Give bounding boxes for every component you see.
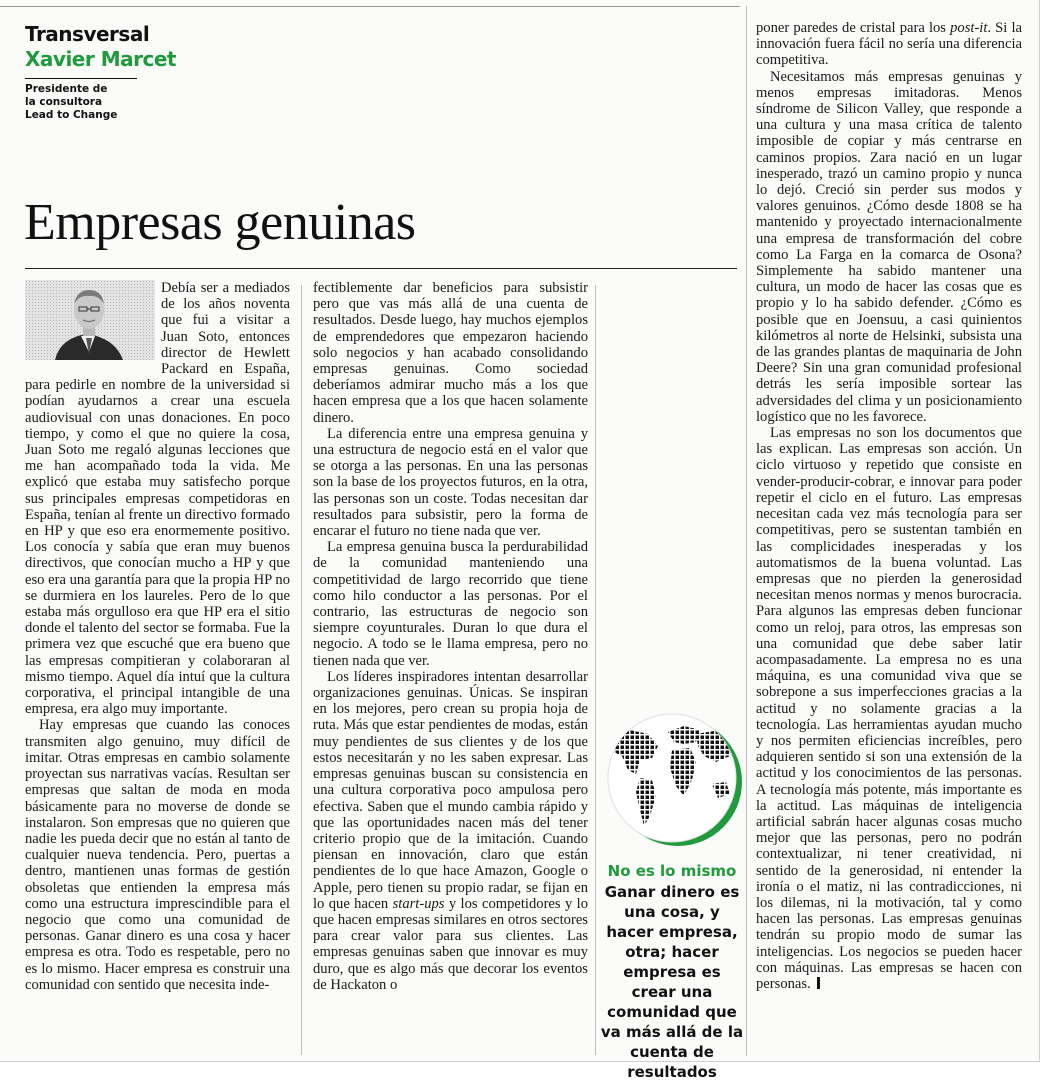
- article-paragraph: [756, 20, 1022, 69]
- author-rule: [25, 78, 137, 79]
- end-of-article-mark: [817, 977, 820, 989]
- author-role: [25, 83, 155, 122]
- article-italic-text: post-it: [950, 20, 988, 36]
- pullquote-box: [600, 700, 744, 1081]
- world-map-icon: [600, 700, 744, 860]
- article-italic-text: start-ups: [392, 895, 445, 912]
- article-paragraph: Hay empresas que cuando las conoces transmiten algo genuino, muy difícil de imitar. Otras empresas en cambio solamente proyectan sus narrativas vacías. Resultan ser empresas que saltan de moda en moda básicamente para no moverse de donde se instalaron. Son empresas que no quieren que nadie les pueda decir que no están al tanto de cualquier nueva tendencia. Pero, puertas a dentro, mantienen unas formas de gestión obsoletas que entienden la empresa más como una estructura imprescindible para el negocio que como una comunidad de personas. Ganar dinero es una cosa y hacer empresa es otra. Todo es respetable, pero no es lo mismo. Hacer empresa es construir una comunidad con sentido que necesita inde-: [25, 717, 290, 993]
- article-paragraph: [756, 425, 1022, 992]
- article-paragraph: La empresa genuina busca la perdurabilidad de la comunidad manteniendo una competitividad de largo recorrido que tiene como hilo conductor a las personas. Por el contrario, las estructuras de negocio son siempre coyunturales. Duran lo que dura el negocio. A todo se le llama empresa, pero no tienen nada que ver.: [313, 539, 588, 669]
- top-rule: [0, 6, 740, 7]
- section-name: Transversal: [25, 22, 150, 46]
- author-photo: [25, 280, 155, 360]
- article-paragraph: Debía ser a mediados de los años noventa que fui a visitar a Juan Soto, entonces director de Hewlett Packard en España, para pedirle en nombre de la universidad si podían ayudarnos a crear una escuela audiovisual con unas donaciones. En poco tiempo, y como el que no quiere la cosa, Juan Soto me regaló algunas lecciones que me han acompañado toda la vida. Me explicó que estaba muy satisfecho porque sus principales empresas competidoras en España, tenían al frente un directivo formado en HP y que eso era enormemente positivo. Los conocía y sabía que eran muy buenos directivos, que conocían mucho a HP y que eso era una garantía para que la propia HP no se durmiera en los laureles. Pero de lo que estaba más orgulloso era que HP era el sitio donde el talento del sector se formaba. Fue la primera vez que escuché que era bueno que las empresas compitieran y colaboraran al mismo tiempo. Aquel día intuí que la cultura corporativa, el principal intangible de una empresa, era algo muy importante.: [25, 280, 290, 718]
- article-column-1: [25, 280, 290, 1060]
- article-paragraph: La diferencia entre una empresa genuina y una estructura de negocio está en el valor que se otorga a las personas. En una las personas son la base de los proyectos futuros, en la otra, las personas son un coste. Todas necesitan dar resultados para subsistir, pero la forma de encarar el futuro no tiene nada que ver.: [313, 425, 588, 540]
- article-text: . Si la innovación fuera fácil no sería una diferencia competitiva.: [756, 20, 1022, 69]
- article-text: Las empresas no son los documentos que las explican. Las empresas son acción. Un ciclo virtuoso y repetido que consiste en vender-producir-cobrar, e innovar para poder repetir el ciclo en el futuro. Las empresas necesitan cada vez más tecnología para ser competitivas, pero se sustentan también en las complicidades inesperadas y los automatismos de la buena voluntad. Las empresas que no pierden la generosidad necesitan menos normas y menos burocracia. Para algunos las empresas deben funcionar como un reloj, para otros, las empresas son una comunidad que debe saber latir acompasadamente. La empresa no es una máquina, es una comunidad viva que se sobrepone a sus imperfecciones gracias a la actitud y no solamente gracias a la tecnología. Las herramientas ayudan mucho y nos permiten eficiencias increíbles, pero adquieren sentido si son una extensión de la actitud y los conocimientos de las personas. A tecnología más potente, más importante es la actitud. Las máquinas de inteligencia artificial sabrán hacer algunas cosas mucho mejor que las personas, pero no podrán contextualizar, ni tener creatividad, ni sentido de la generosidad, ni entender la ironía o el matiz, ni las contradicciones, ni los dilemas, ni la motivación, tal y como hacen las personas. Las empresas genuinas tendrán su propio modo de sumar las inteligencias. Los negocios se pueden hacer con máquinas. Las empresas se hacen con personas.: [756, 425, 1022, 992]
- article-paragraph: [313, 669, 588, 993]
- article-paragraph: Necesitamos más empresas genuinas y menos empresas imitadoras. Menos síndrome de Silicon Valley, que responde a una cultura y una masa crítica de talento imposible de copiar y más centrarse en caminos propios. Zara nació en un lugar inesperado, trazó un camino propio y nunca lo dejó. Creció sin perder sus modos y valores genuinos. ¿Cómo desde 1808 se ha mantenido y proyectado internacionalmente una empresa de transformación del cobre como La Farga en la comarca de Osona? Simplemente ha sabido mantener una cultura, un modo de hacer las cosas que es propio y lo ha sabido defender. ¿Cómo es posible que en Joensuu, a casi quinientos kilómetros al norte de Helsinki, subsista una de las grandes plantas de maquinaria de John Deere? Sin una gran comunidad profesional detrás les sería imposible sortear las adversidades del clima y un posicionamiento logístico que no les favorece.: [756, 68, 1022, 425]
- author-portrait-icon: [25, 280, 155, 360]
- author-name: Xavier Marcet: [25, 47, 176, 71]
- headline-rule: [25, 268, 737, 269]
- article-column-2: [313, 280, 588, 1060]
- pullquote-heading: No es lo mismo: [607, 862, 737, 880]
- article-text: Los líderes inspiradores intentan desarrollar organizaciones genuinas. Únicas. Se inspiran en los mejores, pero crean su propia hoja de ruta. Más que estar pendientes de modas, están muy pendientes de sus clientes y de los que estos necesitarán y no les saben expresar. Las empresas genuinas buscan su consistencia en una cultura corporativa poco ampulosa pero efectiva. Saben que el mundo cambia rápido y que las oportunidades nacen más del tener criterio propio que de la imitación. Cuando piensan en innovación, claro que están pendientes de lo que hace Amazon, Google o Apple, pero tienen su propio radar, se fijan en lo que hacen: [313, 668, 588, 912]
- article-text: y los competidores y lo que hacen empresas similares en otros sectores para crear valor para sus clientes. Las empresas genuinas saben que innovar es muy duro, que es algo más que decorar los eventos de Hackaton o: [313, 895, 588, 993]
- pullquote-text: Ganar dinero es una cosa, y hacer empresa, otra; hacer empresa es crear una comunidad que va más allá de la cuenta de resultados: [600, 883, 744, 1081]
- author-role-line: Presidente de: [25, 83, 108, 95]
- article-paragraph: fectiblemente dar beneficios para subsistir pero que vas más allá de una cuenta de resultados. Desde luego, hay muchos ejemplos de emprendedores que empezaron haciendo solo negocios y han acabado consolidando empresas genuinas. Como sociedad deberíamos admirar mucho más a los que hacen empresa que a los que hacen solamente dinero.: [313, 280, 588, 426]
- article-headline: Empresas genuinas: [24, 194, 416, 251]
- author-role-line: Lead to Change: [25, 109, 118, 121]
- article-text: poner paredes de cristal para los: [756, 20, 951, 36]
- author-role-line: la consultora: [25, 96, 103, 108]
- column-divider: [595, 285, 596, 1055]
- column-divider: [746, 6, 747, 1056]
- column-divider: [301, 285, 302, 1055]
- article-column-3: [756, 20, 1022, 1060]
